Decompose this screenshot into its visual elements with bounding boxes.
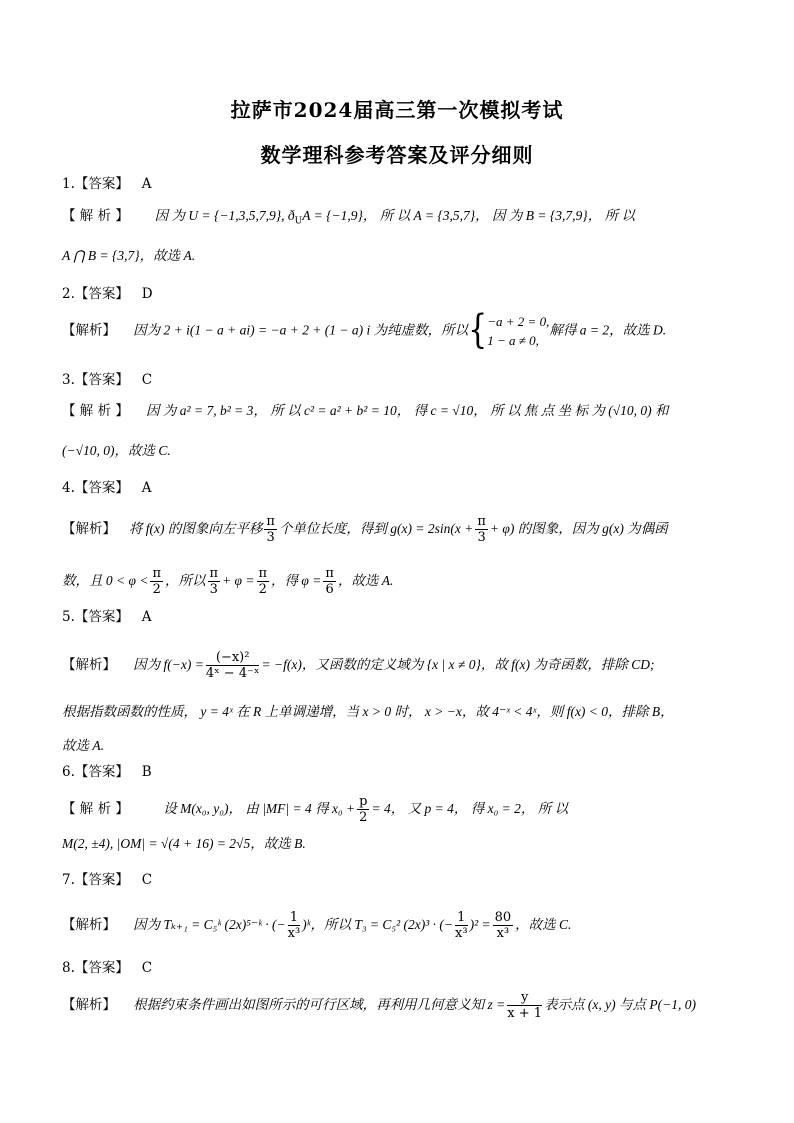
q5-explanation-line3	[62, 736, 104, 756]
q4-exp-text-a: 将 f(x) 的图象向左平移	[128, 521, 263, 536]
q8-explanation-tag: 【解析】	[62, 997, 116, 1013]
q4-exp-text-f: ，所以	[165, 573, 206, 588]
q4-number: 4.	[62, 480, 75, 496]
q7-exp-text-a: 因为 Tₖ₊₁ = C₅ᵏ (2x)⁵⁻ᵏ · (−	[133, 917, 286, 932]
q5-exp-text-b: = −f(x)，又函数的定义域为 {x | x ≠ 0}，故 f(x) 为奇函数，排除 CD;	[261, 657, 655, 672]
q6-answer-line	[62, 762, 152, 782]
q4-exp-text-i: ，故选 A.	[337, 573, 394, 588]
q4-f3-den: 2	[152, 582, 161, 597]
q7-fraction-3	[493, 910, 514, 941]
q2-exp-text-a: 因为 2 + i(1 − a + ai) = −a + 2 + (1 − a) i 为纯虚数，所以	[133, 322, 469, 338]
q2-eq2: 1 − a ≠ 0,	[487, 333, 539, 348]
q1-exp-text-a: 因 为 U = {−1,3,5,7,9}, ð	[154, 208, 295, 223]
q1-number: 1.	[62, 176, 75, 192]
q7-answer-tag: 【答案】	[74, 872, 129, 888]
q3-exp-text-a: 因 为 a² = 7, b² = 3， 所 以 c² = a² + b² = 10， 得 c = √10， 所 以 焦 点 坐 标 为 (√10, 0) 和	[146, 403, 669, 418]
q4-exp-text-b: 个单位长度，得到 g(x) = 2sin	[278, 521, 451, 536]
q4-fraction-5	[257, 566, 270, 597]
q2-eq1: −a + 2 = 0,	[487, 314, 550, 329]
q4-f2-den: 3	[477, 530, 486, 545]
q4-answer-tag: 【答案】	[74, 480, 129, 496]
q6-fraction-1	[357, 794, 369, 825]
q7-explanation-tag: 【解析】	[62, 917, 116, 933]
q8-answer-line	[62, 958, 152, 978]
q5-answer-line	[62, 607, 152, 627]
q7-answer-line	[62, 870, 152, 890]
q6-exp-text-b: = 4， 又 p = 4， 得 x₀ = 2， 所 以	[371, 801, 569, 816]
q4-fraction-6	[323, 566, 336, 597]
q1-explanation-line2	[62, 246, 195, 266]
q7-exp-text-d: ，故选 C.	[515, 917, 572, 932]
q6-explanation-line1	[62, 794, 568, 825]
q8-exp-text-a: 根据约束条件画出如图所示的可行区域，再利用几何意义知 z =	[133, 997, 506, 1012]
q4-f5-den: 2	[258, 582, 267, 597]
q8-answer: C	[141, 960, 153, 976]
q5-explanation-line2	[62, 702, 674, 722]
q5-answer-tag: 【答案】	[74, 609, 129, 625]
q7-exp-text-b: )ᵏ，所以 T₃ = C₅² (2x)³ · (−	[302, 917, 454, 932]
q7-f2-den: x³	[455, 926, 468, 941]
q4-f1-den: 3	[266, 530, 275, 545]
q4-exp-text-g: + φ =	[222, 573, 255, 588]
q4-fraction-4	[208, 566, 221, 597]
q2-answer-line	[62, 284, 153, 304]
q1-exp-sub: U	[294, 216, 303, 227]
q6-f1-num: p	[359, 794, 368, 809]
q4-fraction-3	[150, 566, 163, 597]
q7-explanation-line	[62, 910, 571, 941]
q4-f6-num: π	[325, 566, 334, 581]
q3-number: 3.	[62, 372, 75, 388]
q5-explanation-tag: 【解析】	[62, 657, 116, 673]
q3-explanation-tag: 【 解 析 】	[62, 403, 129, 419]
q8-fraction-1	[507, 990, 542, 1021]
q2-explanation-tag: 【解析】	[62, 322, 116, 339]
q4-explanation-line1	[62, 514, 668, 545]
q1-explanation-line1	[62, 206, 635, 232]
q4-exp-text-e: 数，且 0 < φ <	[62, 573, 149, 588]
q4-f4-num: π	[209, 566, 219, 581]
q6-explanation-line2	[62, 834, 306, 854]
q7-f1-num: 1	[288, 910, 301, 926]
q4-f1-num: π	[266, 514, 275, 529]
q4-answer: A	[141, 480, 152, 496]
q6-number: 6.	[62, 764, 75, 780]
q5-f1-num: (−x)²	[206, 650, 260, 666]
left-brace-icon: {	[468, 307, 488, 354]
q4-fraction-2	[475, 514, 488, 545]
q6-answer-tag: 【答案】	[74, 764, 129, 780]
q3-exp-text-b: (−√10, 0)，故选 C.	[62, 443, 171, 458]
page-subtitle: 数学理科参考答案及评分细则	[260, 143, 534, 167]
q7-number: 7.	[62, 872, 75, 888]
q5-exp-text-d: 故选 A.	[62, 738, 104, 753]
q7-f1-den: x³	[287, 926, 301, 941]
q2-number: 2.	[62, 286, 75, 302]
q4-f2-num: π	[477, 514, 486, 529]
q2-exp-text-b: 解得 a = 2，故选 D.	[549, 322, 667, 338]
q5-exp-text-a: 因为 f(−x) =	[133, 657, 204, 672]
q7-f3-den: x³	[496, 926, 510, 941]
q1-exp-text-b: A = {−1,9}， 所 以 A = {3,5,7}， 因 为 B = {3,7,9}， 所 以	[302, 208, 635, 223]
q5-answer: A	[141, 609, 152, 625]
q7-exp-text-c: )² =	[469, 917, 491, 932]
q2-answer: D	[141, 286, 153, 302]
q4-f6-den: 6	[325, 582, 334, 597]
q4-exp-text-c: (x +	[450, 521, 474, 536]
q5-exp-text-c: 根据指数函数的性质， y = 4ˣ 在 R 上单调递增，当 x > 0 时， x > −x，故 4⁻ˣ < 4ˣ，则 f(x) < 0，排除 B，	[62, 704, 674, 719]
q5-fraction-1	[206, 650, 260, 681]
q6-exp-text-a: 设 M(x₀, y₀)， 由 |MF| = 4 得 x₀ +	[163, 801, 356, 816]
q8-f1-num: y	[507, 990, 542, 1006]
q7-fraction-1	[288, 910, 301, 941]
q3-explanation-line2	[62, 441, 171, 461]
q2-answer-tag: 【答案】	[74, 286, 129, 302]
q6-answer: B	[141, 764, 152, 780]
q4-explanation-tag: 【解析】	[62, 521, 116, 537]
q8-answer-tag: 【答案】	[74, 960, 129, 976]
q3-answer: C	[141, 372, 153, 388]
q1-exp-text-c: A ⋂ B = {3,7}，故选 A.	[62, 248, 196, 263]
q6-f1-den: 2	[359, 810, 368, 825]
q2-explanation-line	[62, 307, 667, 354]
q6-explanation-tag: 【 解 析 】	[62, 801, 129, 817]
q4-exp-text-d: + φ) 的图象，因为 g(x) 为偶函	[489, 521, 668, 536]
q4-f5-num: π	[258, 566, 268, 581]
q1-answer-tag: 【答案】	[74, 176, 129, 192]
q8-f1-den: x + 1	[507, 1006, 543, 1021]
q3-explanation-line1	[62, 401, 669, 421]
q7-fraction-2	[455, 910, 468, 941]
q7-f3-num: 80	[494, 910, 512, 925]
q3-answer-line	[62, 370, 152, 390]
q8-exp-text-b: 表示点 (x, y) 与点 P(−1, 0)	[544, 997, 697, 1012]
q1-answer: A	[141, 176, 152, 192]
q7-answer: C	[141, 872, 153, 888]
q4-explanation-line2	[62, 566, 393, 597]
q1-answer-line	[62, 174, 152, 194]
q5-f1-den: 4ˣ − 4⁻ˣ	[205, 666, 260, 681]
q8-number: 8.	[62, 960, 75, 976]
q4-f3-num: π	[152, 566, 161, 581]
q4-answer-line	[62, 478, 152, 498]
q2-equation-system	[487, 312, 549, 350]
q5-explanation-line1	[62, 650, 654, 681]
q3-answer-tag: 【答案】	[74, 372, 129, 388]
q5-number: 5.	[62, 609, 75, 625]
page-title: 拉萨市2024届高三第一次模拟考试	[230, 98, 564, 122]
q6-exp-text-c: M(2, ±4), |OM| = √(4 + 16) = 2√5，故选 B.	[62, 836, 306, 851]
q4-f4-den: 3	[209, 582, 218, 597]
q1-explanation-tag: 【 解 析 】	[62, 208, 129, 224]
q8-explanation-line	[62, 990, 696, 1021]
q4-exp-text-h: ，得 φ =	[271, 573, 322, 588]
q7-f2-num: 1	[455, 910, 468, 926]
q4-fraction-1	[264, 514, 277, 545]
